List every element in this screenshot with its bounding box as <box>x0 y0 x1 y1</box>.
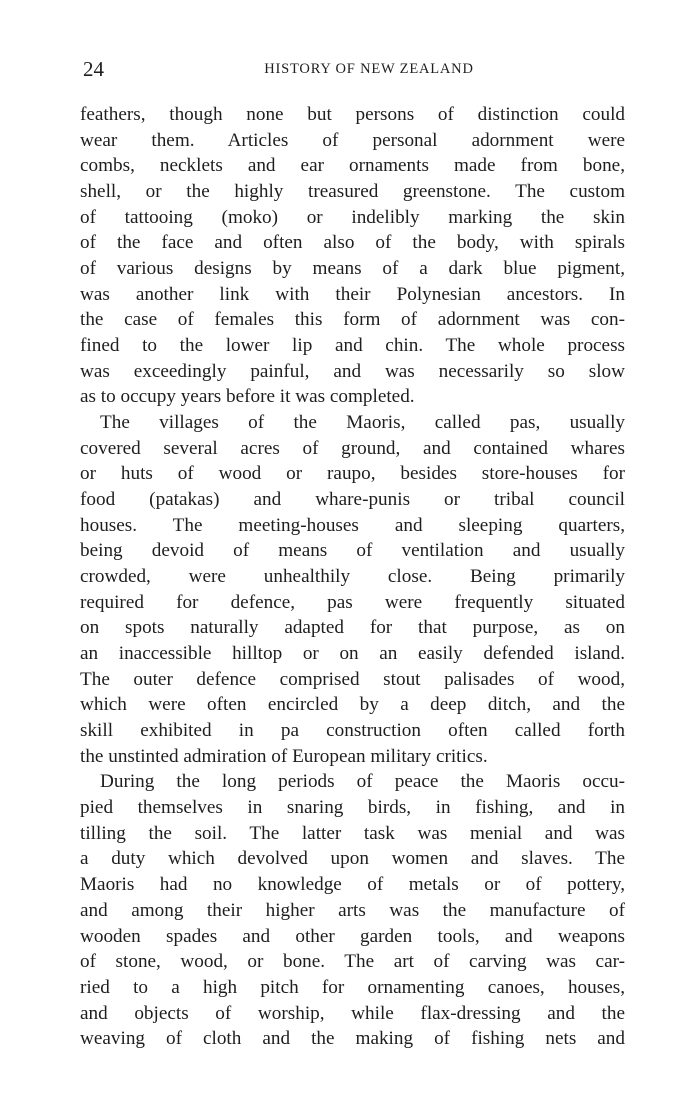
text-line: of tattooing (moko) or indelibly marking the skin <box>80 206 625 228</box>
text-line: food (patakas) and whare-punis or tribal council <box>80 489 625 511</box>
body-text <box>80 102 625 1052</box>
text-line: weaving of cloth and the making of fishing nets and <box>80 1028 625 1050</box>
text-line: the unstinted admiration of European military critics. <box>80 745 488 767</box>
text-line: combs, necklets and ear ornaments made from bone, <box>80 155 625 177</box>
text-line: skill exhibited in pa construction often called forth <box>80 720 625 742</box>
text-line: of the face and often also of the body, with spirals <box>80 232 625 254</box>
text-line: required for defence, pas were frequently situated <box>80 591 625 613</box>
text-line: ried to a high pitch for ornamenting canoes, houses, <box>80 976 625 998</box>
text-line: being devoid of means of ventilation and usually <box>80 540 625 562</box>
text-line: which were often encircled by a deep ditch, and the <box>80 694 625 716</box>
text-line: the case of females this form of adornment was con- <box>80 309 625 331</box>
text-line: wooden spades and other garden tools, and weapons <box>80 925 625 947</box>
text-line: houses. The meeting-houses and sleeping quarters, <box>80 514 625 536</box>
text-line: tilling the soil. The latter task was menial and was <box>80 822 625 844</box>
text-line: as to occupy years before it was completed. <box>80 386 415 408</box>
running-head <box>80 56 628 82</box>
page-number: 24 <box>83 57 104 81</box>
text-line: The outer defence comprised stout palisades of wood, <box>80 668 625 690</box>
text-line: During the long periods of peace the Maoris occu- <box>100 771 625 793</box>
text-line: pied themselves in snaring birds, in fishing, and in <box>80 797 625 819</box>
text-line: of various designs by means of a dark blue pigment, <box>80 258 625 280</box>
text-line: shell, or the highly treasured greenstone. The custom <box>80 181 625 203</box>
text-line: The villages of the Maoris, called pas, usually <box>100 412 625 434</box>
text-line: an inaccessible hilltop or on an easily defended island. <box>80 643 625 665</box>
text-line: feathers, though none but persons of distinction could <box>80 104 625 125</box>
text-line: Maoris had no knowledge of metals or of pottery, <box>80 874 625 896</box>
text-line: on spots naturally adapted for that purpose, as on <box>80 617 625 639</box>
text-line: crowded, were unhealthily close. Being primarily <box>80 566 625 588</box>
text-line: wear them. Articles of personal adornment were <box>80 129 625 151</box>
text-line: and objects of worship, while flax-dressing and the <box>80 1002 625 1024</box>
text-line: fined to the lower lip and chin. The whole process <box>80 335 625 357</box>
page-header: HISTORY OF NEW ZEALAND <box>264 61 474 77</box>
text-line: covered several acres of ground, and contained whares <box>80 437 625 459</box>
text-line: a duty which devolved upon women and slaves. The <box>80 848 625 870</box>
text-line: was exceedingly painful, and was necessarily so slow <box>80 360 625 382</box>
text-line: was another link with their Polynesian ancestors. In <box>80 283 625 305</box>
text-line: of stone, wood, or bone. The art of carving was car- <box>80 951 625 973</box>
text-line: and among their higher arts was the manufacture of <box>80 899 625 921</box>
text-line: or huts of wood or raupo, besides store-houses for <box>80 463 625 485</box>
